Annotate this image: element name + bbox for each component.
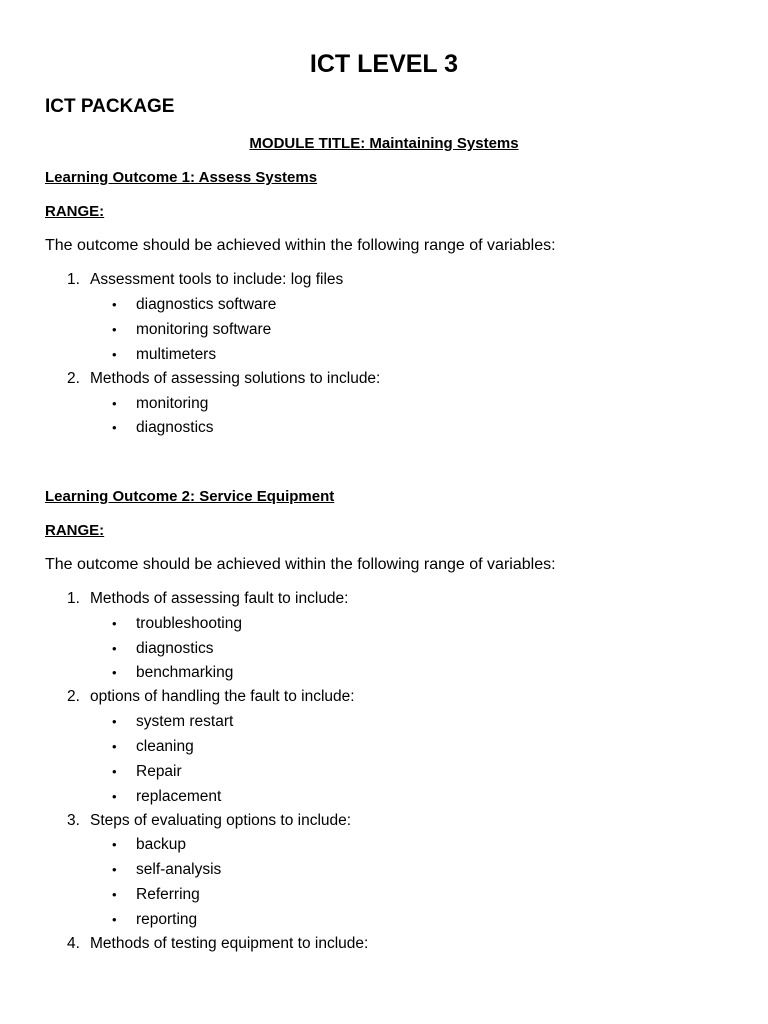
- outcome-1-range-text: RANGE:: [45, 203, 105, 220]
- bullet-text: self-analysis: [136, 861, 222, 878]
- bullet-text: monitoring: [136, 395, 209, 412]
- list-item: [112, 345, 216, 365]
- item-text: Methods of assessing fault to include:: [90, 590, 349, 607]
- item-number: 2.: [67, 370, 80, 387]
- outcome-1-heading: [45, 168, 317, 188]
- bullet-text: diagnostics: [136, 640, 214, 657]
- list-item: [112, 418, 214, 438]
- list-item: [112, 295, 276, 315]
- item-text: Assessment tools to include: log files: [90, 271, 344, 288]
- document-title: ICT LEVEL 3: [309, 50, 459, 78]
- item-text: Steps of evaluating options to include:: [90, 812, 352, 829]
- bullet-icon: •: [112, 396, 117, 411]
- list-item: [112, 639, 214, 659]
- outcome-2-item-4: [67, 934, 368, 954]
- bullet-icon: •: [112, 714, 117, 729]
- bullet-icon: •: [112, 912, 117, 927]
- item-text: Methods of assessing solutions to include:: [90, 370, 381, 387]
- outcome-1-item-1: [67, 270, 343, 290]
- item-number: 1.: [67, 590, 80, 607]
- bullet-text: troubleshooting: [136, 615, 242, 632]
- bullet-icon: •: [112, 887, 117, 902]
- bullet-icon: •: [112, 347, 117, 362]
- list-item: [112, 320, 271, 340]
- outcome-1-intro: The outcome should be achieved within the following range of variables:: [45, 237, 556, 254]
- outcome-2-range-label: [45, 521, 104, 541]
- outcome-2-item-2: [67, 687, 355, 707]
- item-number: 3.: [67, 812, 80, 829]
- outcome-1-heading-text: Learning Outcome 1: Assess Systems: [45, 169, 318, 186]
- list-item: [112, 394, 208, 414]
- item-text: Methods of testing equipment to include:: [90, 935, 369, 952]
- bullet-icon: •: [112, 789, 117, 804]
- outcome-2-heading: [45, 487, 334, 507]
- list-item: [112, 614, 242, 634]
- bullet-text: monitoring software: [136, 321, 272, 338]
- list-item: [112, 787, 221, 807]
- bullet-text: Referring: [136, 886, 200, 903]
- bullet-text: backup: [136, 836, 186, 853]
- bullet-icon: •: [112, 764, 117, 779]
- outcome-1-item-2: [67, 369, 380, 389]
- bullet-icon: •: [112, 837, 117, 852]
- bullet-text: replacement: [136, 788, 222, 805]
- module-title-text: MODULE TITLE: Maintaining Systems: [249, 135, 519, 152]
- package-heading: ICT PACKAGE: [45, 96, 175, 117]
- bullet-icon: •: [112, 665, 117, 680]
- bullet-text: cleaning: [136, 738, 194, 755]
- bullet-text: diagnostics: [136, 419, 214, 436]
- list-item: [112, 762, 182, 782]
- list-item: [112, 910, 197, 930]
- outcome-2-item-3: [67, 811, 351, 831]
- list-item: [112, 835, 186, 855]
- bullet-text: diagnostics software: [136, 296, 277, 313]
- list-item: [112, 737, 194, 757]
- bullet-text: Repair: [136, 763, 182, 780]
- outcome-2-heading-text: Learning Outcome 2: Service Equipment: [45, 488, 335, 505]
- outcome-1-range-label: [45, 202, 104, 222]
- bullet-text: system restart: [136, 713, 234, 730]
- item-text: options of handling the fault to include:: [90, 688, 355, 705]
- list-item: [112, 663, 233, 683]
- list-item: [112, 885, 200, 905]
- item-number: 4.: [67, 935, 80, 952]
- bullet-icon: •: [112, 739, 117, 754]
- item-number: 1.: [67, 271, 80, 288]
- outcome-2-intro: The outcome should be achieved within the following range of variables:: [45, 556, 556, 573]
- bullet-icon: •: [112, 322, 117, 337]
- outcome-2-item-1: [67, 589, 348, 609]
- bullet-icon: •: [112, 297, 117, 312]
- bullet-text: benchmarking: [136, 664, 234, 681]
- bullet-icon: •: [112, 420, 117, 435]
- list-item: [112, 860, 221, 880]
- module-title: [0, 134, 768, 154]
- list-item: [112, 712, 233, 732]
- outcome-2-range-text: RANGE:: [45, 522, 105, 539]
- item-number: 2.: [67, 688, 80, 705]
- bullet-icon: •: [112, 862, 117, 877]
- bullet-icon: •: [112, 641, 117, 656]
- bullet-icon: •: [112, 616, 117, 631]
- bullet-text: reporting: [136, 911, 198, 928]
- bullet-text: multimeters: [136, 346, 217, 363]
